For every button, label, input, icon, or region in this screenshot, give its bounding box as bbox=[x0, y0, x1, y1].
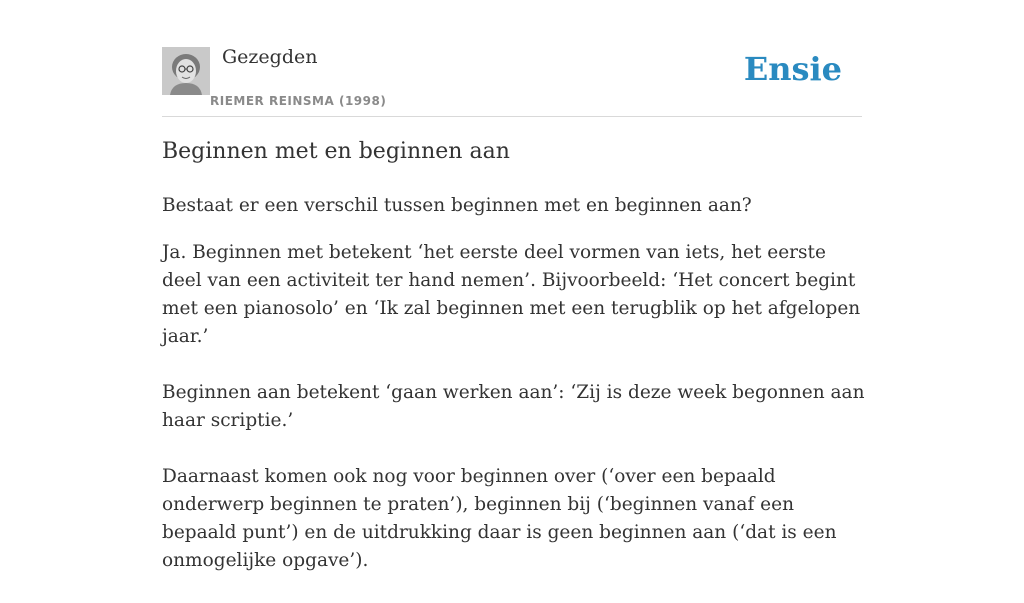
author-credit[interactable]: RIEMER REINSMA (1998) bbox=[210, 94, 387, 108]
author-avatar[interactable] bbox=[162, 47, 210, 95]
article-question: Bestaat er een verschil tussen beginnen met en beginnen aan? bbox=[162, 195, 752, 216]
author-portrait-icon bbox=[162, 47, 210, 95]
article-title: Beginnen met en beginnen aan bbox=[162, 139, 510, 164]
article-paragraph: Ja. Beginnen met betekent ‘het eerste deel vormen van iets, het eerste deel van een activiteit ter hand nemen’. Bijvoorbeeld: ‘Het concert begint met een pianosolo’ en ‘Ik zal beginnen met een terugblik op het afgelopen jaar.’ bbox=[162, 242, 861, 347]
section-link[interactable]: Gezegden bbox=[222, 46, 318, 68]
ensie-logo[interactable]: Ensie bbox=[743, 50, 842, 88]
article-body bbox=[162, 192, 867, 603]
article-paragraph: Daarnaast komen ook nog voor beginnen over (‘over een bepaald onderwerp beginnen te praten’), beginnen bij (‘beginnen vanaf een bepaald punt’) en de uitdrukking daar is geen beginnen aan (‘dat is een onmogelijke opgave’). bbox=[162, 466, 837, 571]
header bbox=[162, 44, 862, 117]
article-paragraph: Beginnen aan betekent ‘gaan werken aan’: ‘Zij is deze week begonnen aan haar scriptie.’ bbox=[162, 382, 865, 431]
